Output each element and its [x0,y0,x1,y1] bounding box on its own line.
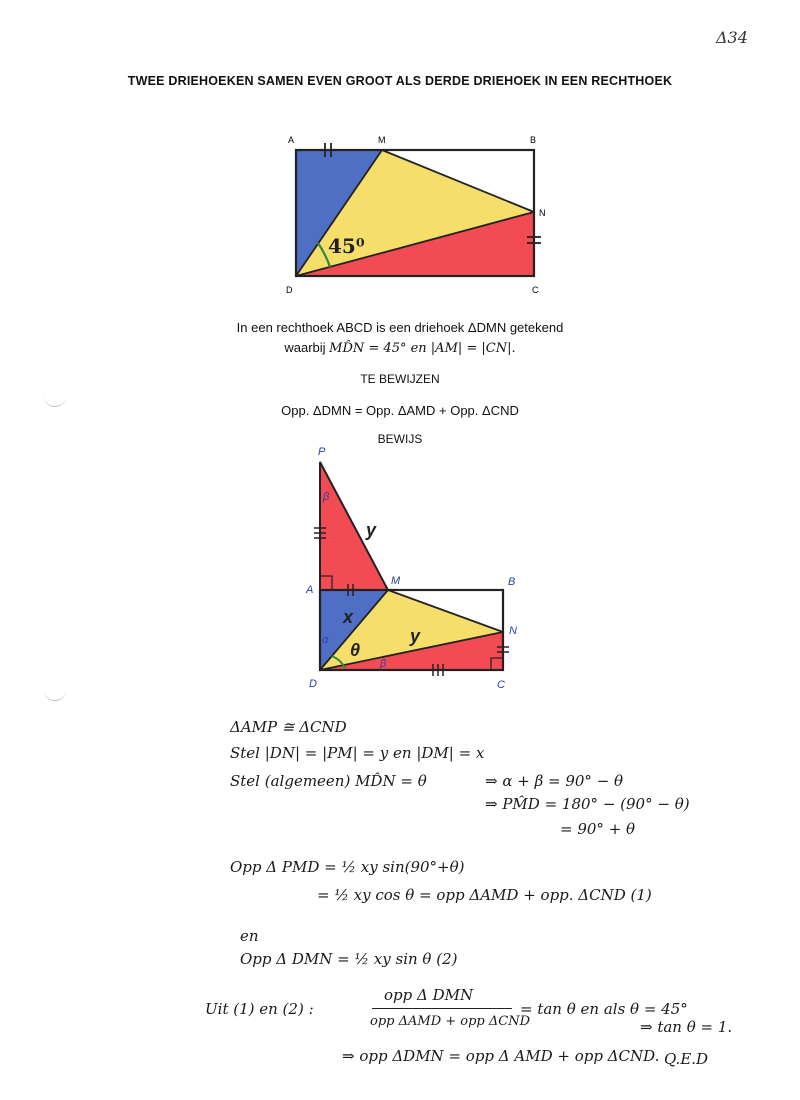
angle-label-45: 45⁰ [328,234,365,258]
fraction-denominator: opp ΔAMD + opp ΔCND [370,1014,531,1029]
statement-math: MD̂N = 45° en |AM| = |CN|. [329,341,516,356]
proof-line-5: = 90° + θ [560,820,636,838]
label-theta: θ [350,640,361,660]
bewijs-heading: BEWIJS [377,432,423,446]
qed: Q.E.D [664,1050,709,1068]
page-title: TWEE DRIEHOEKEN SAMEN EVEN GROOT ALS DERDE DRIEHOEK IN EEN RECHTHOEK [127,74,673,88]
proof-line-11: ⇒ tan θ = 1. [640,1018,733,1036]
label-d-2: D [309,678,317,690]
statement-line-1: In een rechthoek ABCD is een driehoek ΔDMN getekend [236,320,564,335]
label-m-2: M [391,575,401,587]
label-b: B [530,135,537,145]
te-bewijzen-heading: TE BEWIJZEN [360,372,440,386]
proof-line-3b: ⇒ α + β = 90° − θ [485,772,624,790]
label-c: C [532,285,539,295]
label-x: x [343,607,354,627]
label-beta-top: β [323,491,330,503]
label-beta-bottom: β [380,658,387,670]
claim: Opp. ΔDMN = Opp. ΔAMD + Opp. ΔCND [281,403,519,418]
label-y-mid: y [410,626,421,646]
proof-line-7: = ½ xy cos θ = opp ΔAMD + opp. ΔCND (1) [317,886,652,904]
proof-line-10-prefix: Uit (1) en (2) : [205,1000,314,1018]
label-n-2: N [509,625,517,637]
proof-line-4: ⇒ PM̂D = 180° − (90° − θ) [485,795,690,813]
proof-line-2: Stel |DN| = |PM| = y en |DM| = x [230,744,485,762]
label-alpha: α [322,634,329,646]
label-b-2: B [508,576,516,588]
proof-line-9: Opp Δ DMN = ½ xy sin θ (2) [240,950,458,968]
proof-line-3a: Stel (algemeen) MD̂N = θ [230,772,427,790]
proof-line-8: en [240,927,259,945]
label-a-2: A [306,584,314,596]
label-a: A [288,135,295,145]
page-number: Δ34 [716,28,748,47]
label-n: N [539,208,546,218]
label-m: M [378,135,386,145]
label-p: P [318,446,326,458]
label-c-2: C [497,679,505,691]
proof-line-10-rhs: = tan θ en als θ = 45° [520,1000,688,1018]
proof-line-12: ⇒ opp ΔDMN = opp Δ AMD + opp ΔCND. [342,1047,660,1065]
label-y-top: y [366,520,377,540]
proof-line-1: ΔAMP ≅ ΔCND [230,718,347,736]
statement-prefix: waarbij [284,340,330,355]
label-d: D [286,285,293,295]
fraction-numerator: opp Δ DMN [384,986,474,1004]
fraction-bar [372,1008,512,1009]
proof-line-6: Opp Δ PMD = ½ xy sin(90°+θ) [230,858,465,876]
